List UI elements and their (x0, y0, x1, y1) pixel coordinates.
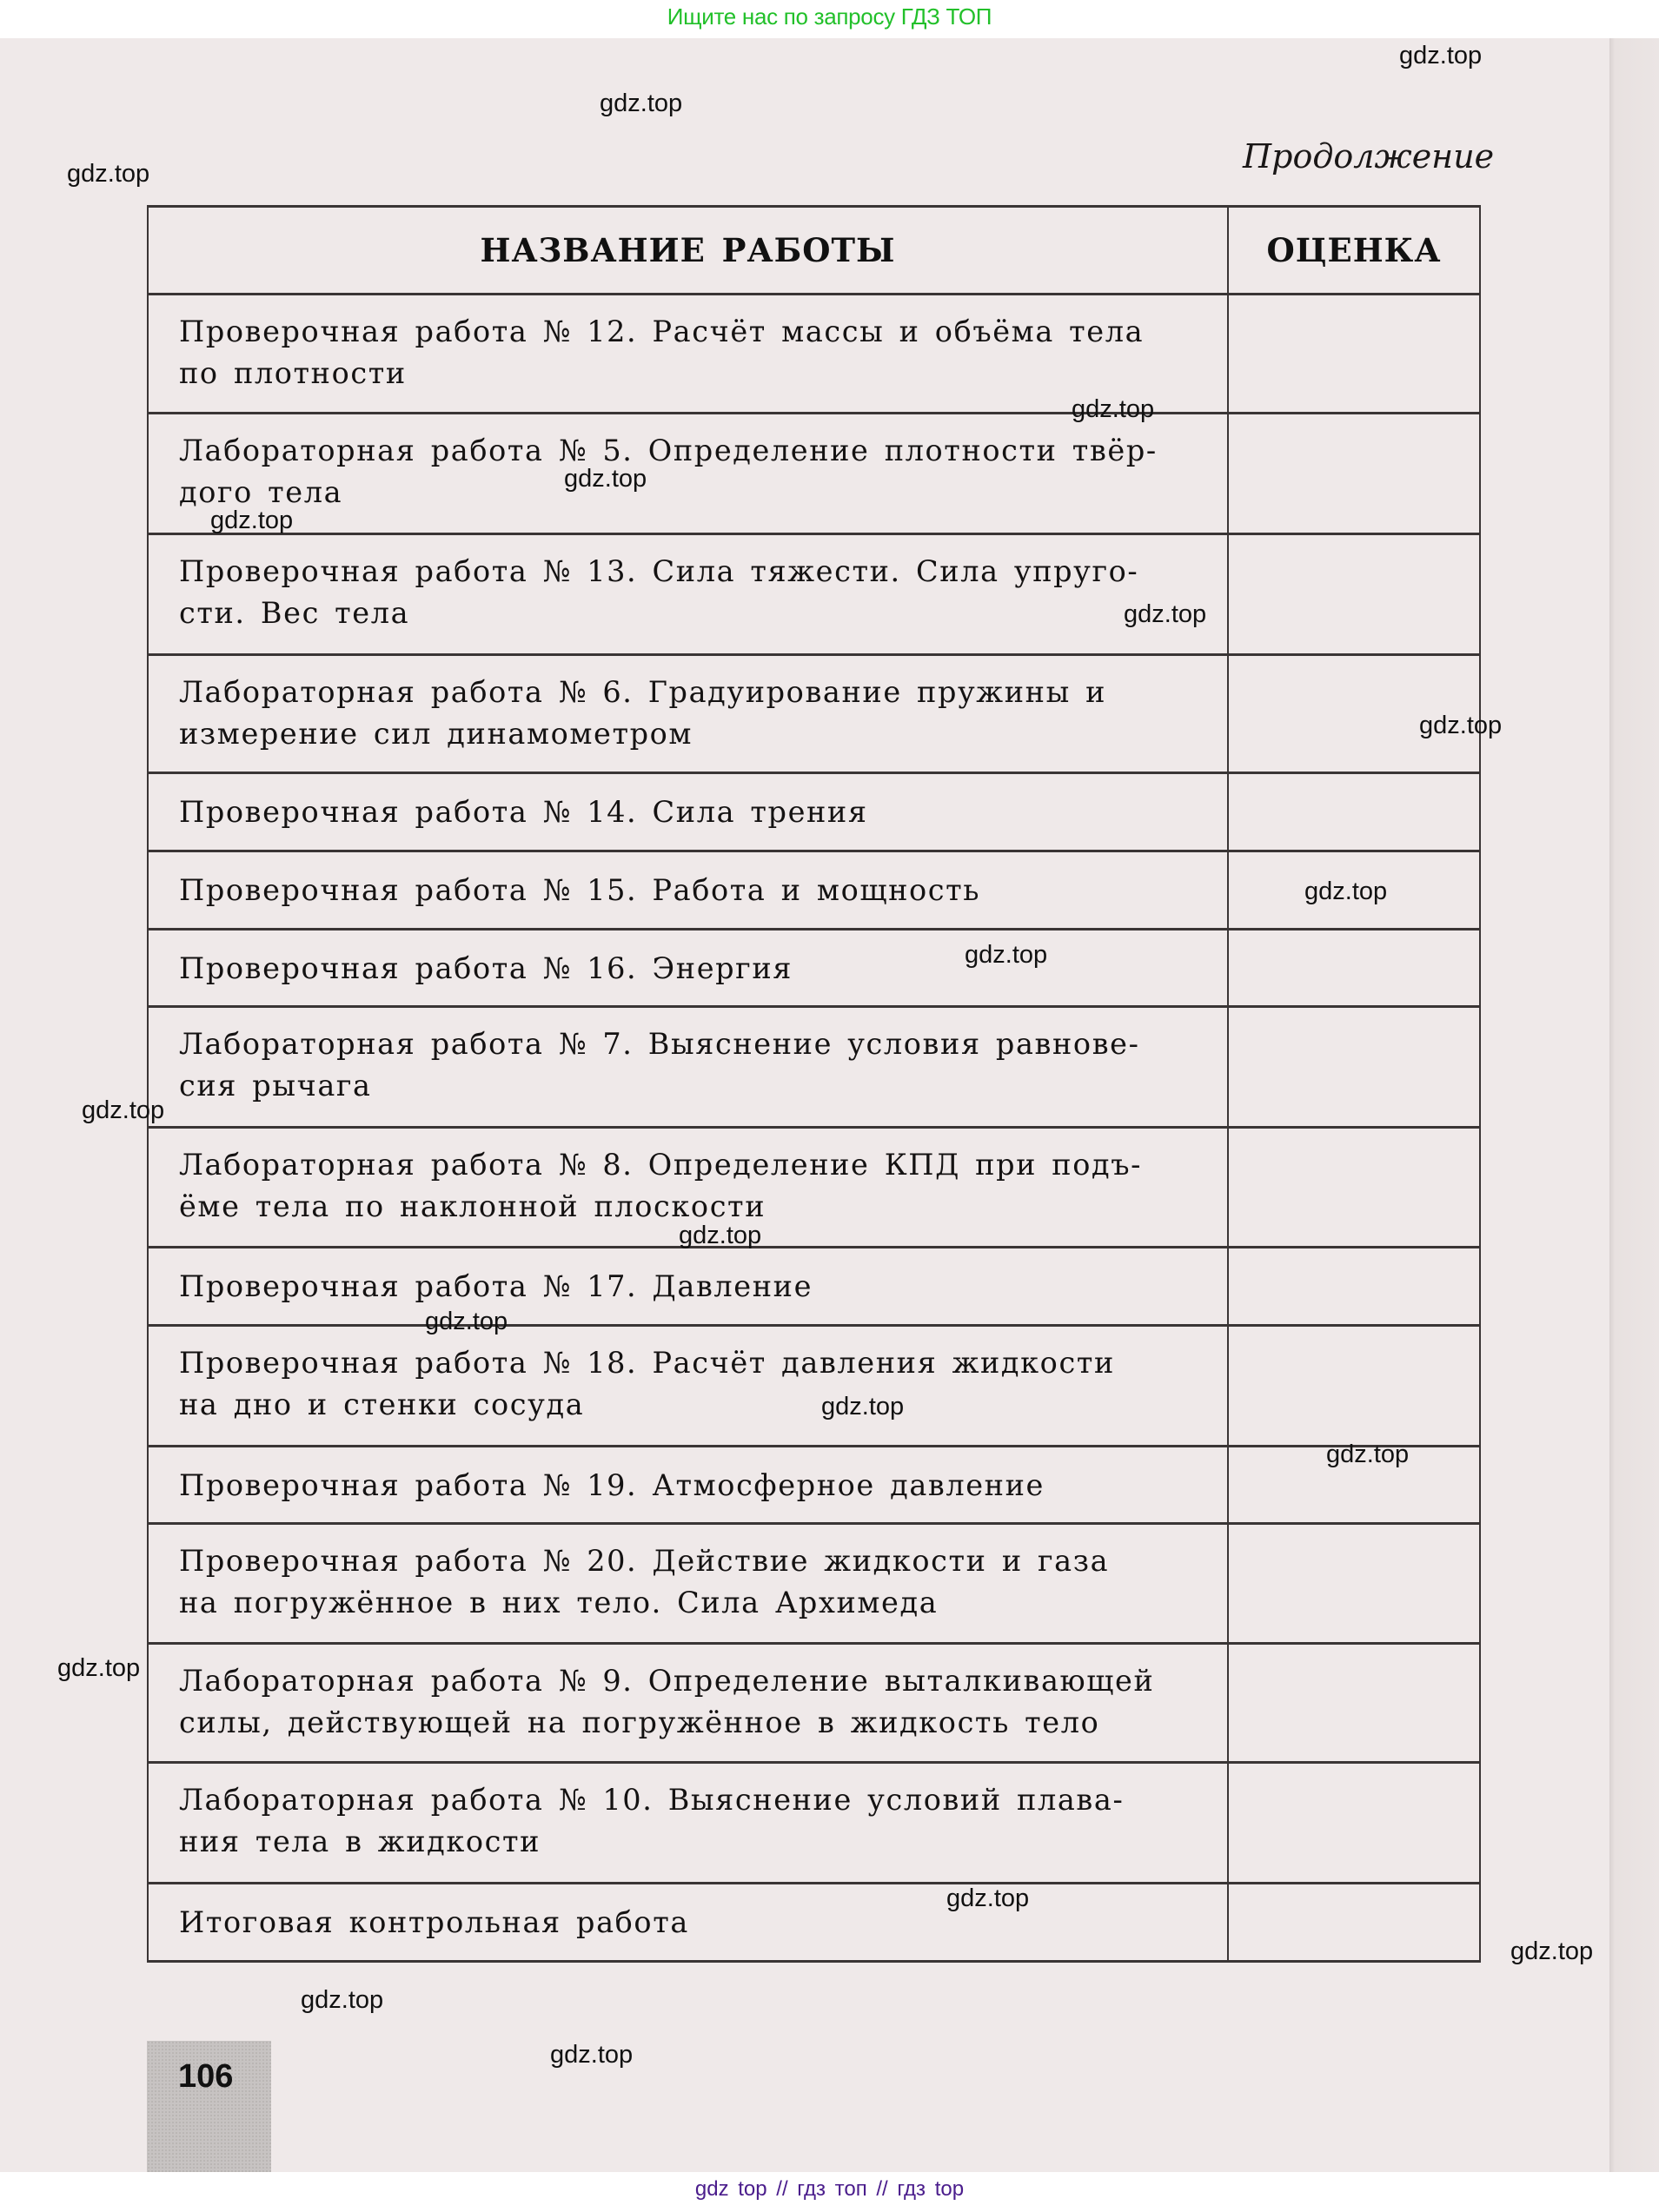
work-name-line: Проверочная работа № 13. Сила тяжести. Сила упруго- (179, 554, 1139, 588)
watermark-text: gdz.top (1326, 1440, 1410, 1468)
work-name-line: Проверочная работа № 20. Действие жидкости и газа (179, 1544, 1110, 1578)
table-row (149, 1764, 1479, 1884)
search-hint-text: Ищите нас по запросу ГДЗ ТОП (667, 3, 992, 30)
grade-cell[interactable] (1229, 295, 1479, 412)
grade-cell[interactable] (1229, 774, 1479, 850)
watermark-text: gdz.top (550, 2041, 634, 2069)
work-name-line: Проверочная работа № 18. Расчёт давления жидкости (179, 1346, 1115, 1380)
grade-cell[interactable] (1229, 1248, 1479, 1324)
column-header-work-name: НАЗВАНИЕ РАБОТЫ (149, 208, 1229, 293)
watermark-text: gdz.top (1419, 712, 1503, 739)
watermark-text: gdz.top (821, 1393, 905, 1421)
table-row (149, 1525, 1479, 1645)
work-name-cell (149, 852, 1229, 928)
work-name-line: ёме тела по наклонной плоскости (179, 1189, 766, 1223)
work-name-line: по плотности (179, 356, 407, 390)
watermark-text: gdz.top (82, 1096, 165, 1124)
continuation-label: Продолжение (1243, 137, 1495, 176)
work-name-cell (149, 774, 1229, 850)
work-name-line: сти. Вес тела (179, 596, 410, 630)
work-name-line: ния тела в жидкости (179, 1825, 541, 1858)
table-row (149, 414, 1479, 535)
watermark-text: gdz.top (210, 507, 294, 534)
watermark-text: gdz.top (564, 465, 647, 493)
watermark-text: gdz.top (1124, 600, 1207, 628)
work-name-cell (149, 1327, 1229, 1445)
table-row (149, 930, 1479, 1008)
table-body (149, 295, 1479, 1960)
grade-cell[interactable] (1229, 1645, 1479, 1761)
table-row (149, 535, 1479, 656)
work-name-cell (149, 295, 1229, 412)
work-name-line: Лабораторная работа № 6. Градуирование пружины и (179, 675, 1107, 709)
work-name-cell (149, 1248, 1229, 1324)
grade-cell[interactable] (1229, 1525, 1479, 1642)
work-name-line: сия рычага (179, 1069, 372, 1103)
watermark-text: gdz.top (1304, 878, 1388, 905)
watermark-text: gdz.top (301, 1986, 384, 2014)
page-number-badge (147, 2041, 271, 2172)
grade-cell[interactable] (1229, 1884, 1479, 1960)
work-name-line: Итоговая контрольная работа (179, 1905, 689, 1939)
table-row (149, 774, 1479, 852)
work-name-line: Лабораторная работа № 7. Выяснение условия равнове- (179, 1027, 1140, 1061)
grade-cell[interactable] (1229, 1008, 1479, 1126)
watermark-text: gdz.top (1072, 395, 1155, 423)
watermark-text: gdz.top (67, 160, 150, 188)
work-name-cell (149, 656, 1229, 772)
works-grade-table (147, 205, 1481, 1963)
work-name-line: Проверочная работа № 14. Сила трения (179, 795, 868, 829)
work-name-line: Проверочная работа № 17. Давление (179, 1269, 813, 1303)
watermark-text: gdz.top (1510, 1937, 1594, 1965)
page-number: 106 (178, 2058, 234, 2095)
work-name-line: Лабораторная работа № 5. Определение плотности твёр- (179, 434, 1158, 467)
grade-cell[interactable] (1229, 1327, 1479, 1445)
watermark-text: gdz.top (1399, 42, 1483, 70)
work-name-line: Проверочная работа № 15. Работа и мощность (179, 873, 981, 907)
book-spine-shadow (1609, 38, 1659, 2172)
work-name-line: Лабораторная работа № 9. Определение выталкивающей (179, 1664, 1155, 1698)
work-name-cell (149, 1447, 1229, 1522)
work-name-line: измерение сил динамометром (179, 717, 693, 751)
grade-cell[interactable] (1229, 535, 1479, 653)
work-name-cell (149, 535, 1229, 653)
work-name-line: Лабораторная работа № 10. Выяснение условий плава- (179, 1783, 1125, 1817)
work-name-cell (149, 1008, 1229, 1126)
table-row (149, 1447, 1479, 1525)
watermark-text: gdz.top (57, 1654, 141, 1682)
table-row (149, 1884, 1479, 1960)
work-name-line: на дно и стенки сосуда (179, 1387, 585, 1421)
work-name-cell (149, 1884, 1229, 1960)
grade-cell[interactable] (1229, 1129, 1479, 1246)
grade-cell[interactable] (1229, 930, 1479, 1005)
table-row (149, 1327, 1479, 1447)
work-name-line: Проверочная работа № 19. Атмосферное давление (179, 1468, 1045, 1502)
grade-cell[interactable] (1229, 414, 1479, 533)
table-row (149, 1645, 1479, 1764)
top-banner (0, 0, 1659, 38)
work-name-line: Проверочная работа № 16. Энергия (179, 951, 793, 985)
work-name-line: Проверочная работа № 12. Расчёт массы и объёма тела (179, 315, 1145, 348)
watermark-text: gdz.top (946, 1884, 1030, 1912)
work-name-cell (149, 414, 1229, 533)
work-name-line: Лабораторная работа № 8. Определение КПД при подъ- (179, 1148, 1143, 1182)
table-row (149, 656, 1479, 774)
column-header-grade: ОЦЕНКА (1266, 231, 1442, 269)
work-name-cell (149, 1764, 1229, 1882)
table-row (149, 1129, 1479, 1248)
work-name-line: на погружённое в них тело. Сила Архимеда (179, 1586, 939, 1619)
watermark-text: gdz.top (965, 941, 1048, 969)
work-name-line: дого тела (179, 475, 343, 509)
work-name-cell (149, 1645, 1229, 1761)
table-row (149, 295, 1479, 414)
watermark-text: gdz.top (679, 1222, 762, 1249)
work-name-line: силы, действующей на погружённое в жидкость тело (179, 1705, 1100, 1739)
watermark-text: gdz.top (425, 1308, 508, 1335)
work-name-cell (149, 930, 1229, 1005)
watermark-text: gdz.top (600, 89, 683, 117)
work-name-cell (149, 1525, 1229, 1642)
table-row (149, 1248, 1479, 1327)
table-row (149, 852, 1479, 930)
table-row (149, 1008, 1479, 1129)
bottom-banner (0, 2172, 1659, 2212)
site-links-text: gdz top // гдз топ // гдз top (694, 2177, 965, 2201)
grade-cell[interactable] (1229, 1764, 1479, 1882)
table-header-row (149, 208, 1479, 295)
